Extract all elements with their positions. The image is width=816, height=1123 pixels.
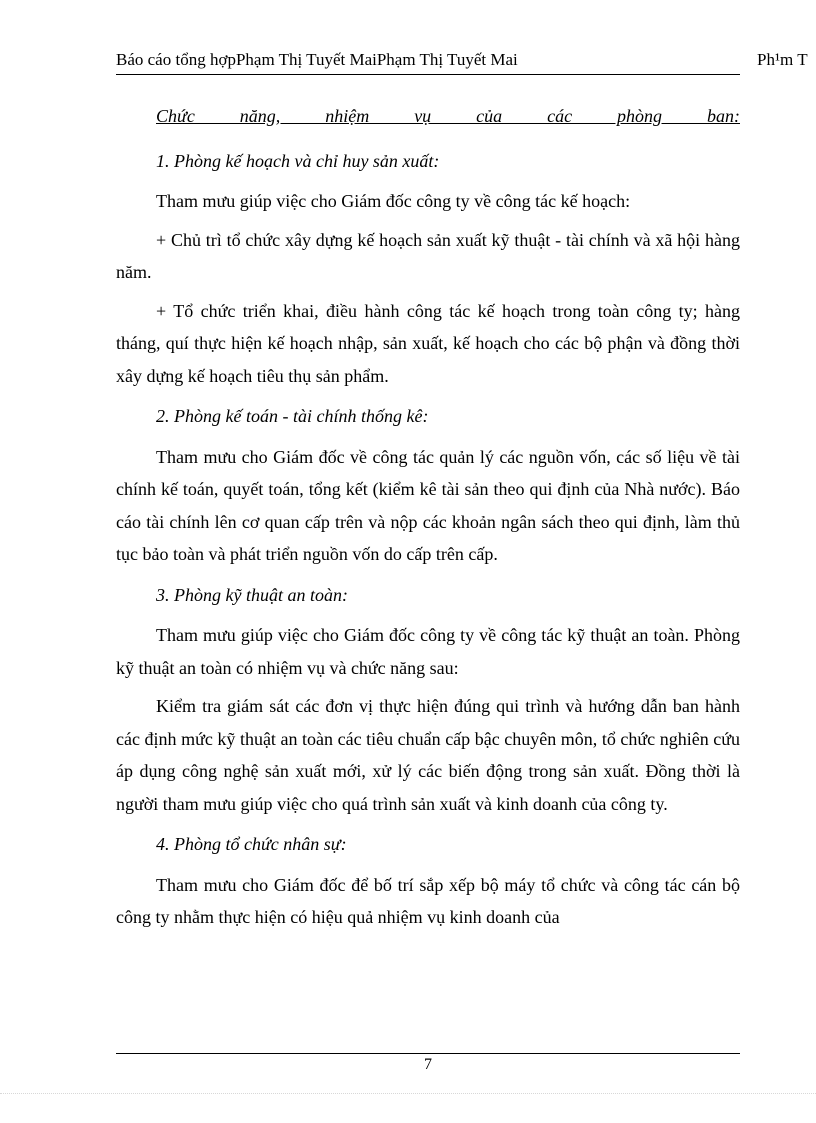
page-header <box>116 48 740 75</box>
section-heading: Chức năng, nhiệm vụ của các phòng ban: <box>156 106 740 126</box>
header-title: Báo cáo tổng hợpPhạm Thị Tuyết MaiPhạm Thị Tuyết Mai <box>116 50 518 69</box>
paragraph-safety-duties: Kiểm tra giám sát các đơn vị thực hiện đúng qui trình và hướng dẫn ban hành các định mức kỹ thuật an toàn các tiêu chuẩn cấp bậc chuyên môn, tổ chức nghiên cứu áp dụng công nghệ sản xuất mới, xử lý các biến động trong sản xuất. Đồng thời là người tham mưu giúp việc cho quá trình sản xuất và kinh doanh của công ty. <box>116 696 740 814</box>
heading-hr-dept: 4. Phòng tổ chức nhân sự: <box>156 834 347 854</box>
document-body <box>116 100 740 940</box>
paragraph-safety-intro: Tham mưu giúp việc cho Giám đốc công ty về công tác kỹ thuật an toàn. Phòng kỹ thuật an toàn có nhiệm vụ và chức năng sau: <box>116 625 740 678</box>
paragraph-planning-intro: Tham mưu giúp việc cho Giám đốc công ty về công tác kế hoạch: <box>156 191 631 211</box>
header-right-fragment: Ph¹m T <box>757 50 808 69</box>
heading-planning-dept: 1. Phòng kế hoạch và chỉ huy sản xuất: <box>156 150 440 171</box>
paragraph-planning-item-1: + Chủ trì tổ chức xây dựng kế hoạch sản xuất kỹ thuật - tài chính và xã hội hàng năm. <box>116 229 740 282</box>
paragraph-hr: Tham mưu cho Giám đốc để bố trí sắp xếp bộ máy tổ chức và công tác cán bộ công ty nhằm thực hiện có hiệu quả nhiệm vụ kinh doanh của <box>116 874 740 927</box>
footer-divider <box>116 1053 740 1054</box>
page-bottom-edge <box>0 1093 816 1094</box>
heading-accounting-dept: 2. Phòng kế toán - tài chính thống kê: <box>156 406 429 426</box>
page-number: 7 <box>424 1056 432 1073</box>
paragraph-planning-item-2: + Tổ chức triển khai, điều hành công tác kế hoạch trong toàn công ty; hàng tháng, quí thực hiện kế hoạch nhập, sản xuất, kế hoạch cho các bộ phận và đồng thời xây dựng kế hoạch tiêu thụ sản phẩm. <box>116 300 740 386</box>
paragraph-accounting: Tham mưu cho Giám đốc về công tác quản lý các nguồn vốn, các số liệu về tài chính kế toán, quyết toán, tổng kết (kiểm kê tài sản theo qui định của Nhà nước). Báo cáo tài chính lên cơ quan cấp trên và nộp các khoản ngân sách theo qui định, làm thủ tục bảo toàn và phát triển nguồn vốn do cấp trên cấp. <box>116 446 740 564</box>
heading-safety-dept: 3. Phòng kỹ thuật an toàn: <box>156 584 348 605</box>
